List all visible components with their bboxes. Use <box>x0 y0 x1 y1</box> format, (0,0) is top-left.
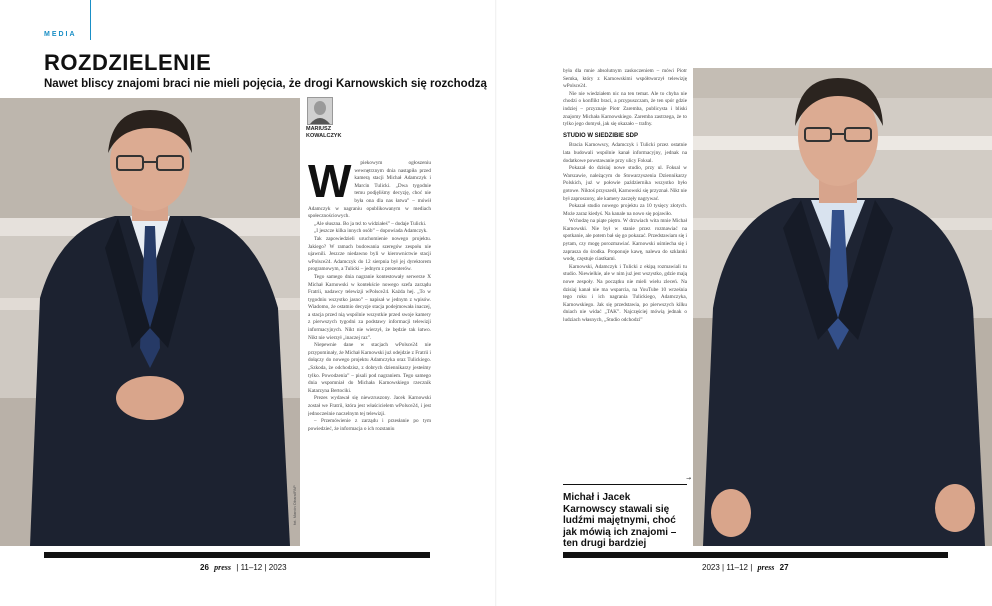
author-last-name: KOWALCZYK <box>306 133 342 139</box>
photo-jacek-karnowski <box>693 68 992 546</box>
paragraph: Tego samego dnia nagranie kontestowały serwerze X Michał Karnowski w kontekście nowego szefa zarządu Fratrii, nadawcy telewizji wPolsce24. Każda hej. „To w tygodniu wszystko jasno” – napisał w jednym z wpisów. Wiadomo, że ostatnio decyzje stacja podejmowała inaczej, a stacja przed nią wspólnie wszystkie przed swoje kamery z pierwszych tygodni za podstawy informacji telewizji informacyjnych. Nikt nie wierzył, że będzie tak łatwo. Nikt nie wierzył „inaczej raz”. <box>308 273 431 341</box>
issue-info: 2023 | 11–12 | <box>702 563 753 572</box>
magazine-brand: press <box>757 563 775 572</box>
magazine-brand: press <box>214 563 232 572</box>
paragraph: Karnowski, Adamczyk i Tulicki z ekipą rozmawiali tu studio. Niewielkie, ale w nim już jest wszystko, gdzie mają nowe zespoły. Na początku nie mieli wielu zleceń. Na dzisiaj kanał nie ma wsparcia, na YouTube 10 września tego roku i ich nagrania Tulickiego, Adamczyka, Karnowskiego. Jak się przedstawia, po pierwszych kilku dniach nie widać „TAK”. Najczęściej mówią jednak o ludziach własnych, „Studio odchodzi” <box>563 263 687 323</box>
photo-credit: fot. Marcin Obara/PAP <box>292 485 297 525</box>
author-avatar <box>307 97 333 125</box>
headline: ROZDZIELENIE <box>44 50 212 75</box>
paragraph: Pokazał do dzisiaj nowe studio, przy ul. Foksal w Warszawie, należącym do Stowarzyszenia Dziennikarzy Polskich, już w połowie października wszystko było gotowe. Niktoś przyszedł, Karnowski się przyznał. Nikt nie był zaproszony, ale kamery zaczęły nagrywać. <box>563 165 687 202</box>
paragraph: Nie nie wiedziałem nic na ten temat. Ale to chyba nie chodzi o konflikt braci, a przypuszczam, że ten spór gdzie indziej – przyznaje Piotr Zaremba, publicysta i bliski znajomy Michała Karnowskiego. Zaremba zastrzega, że to tylko jego domysł, jak się okazało – trafny. <box>563 90 687 128</box>
section-rule <box>90 0 91 40</box>
footer-bar-left <box>44 552 430 558</box>
author-first-name: MARIUSZ <box>306 126 332 132</box>
pull-quote: Michał i Jacek Karnowscy stawali się ludźmi majętnymi, choć jak mówią ich znajomi – ten drugi bardziej <box>563 492 677 549</box>
folio-left <box>200 563 287 572</box>
paragraph: „I jeszcze kilka innych osób” – dopowiada Adamczyk. <box>314 228 428 235</box>
paragraph: Wchodzę na piąte piętro. W drzwiach wita mnie Michał Karnowski. Nie był w stanie przez rozmawiać na spotkanie, ale potem bał się go pokazać. Przedstawiam się i pytam, czy mogę porozmawiać. Karnowski uśmiecha się i zaprasza do środka. Proponuje kawę, nalewa do szklanki wodę, częstuje ciastkami. <box>563 218 687 263</box>
paragraph: Prezes wydawał się niewzruszony. Jacek Karnowski został we Fratrii, która jest właścicielem wPolsce24, i jest jednocześnie naczelnym tej telewizji. <box>308 395 431 417</box>
folio-right <box>702 563 789 572</box>
dek: Nawet bliscy znajomi braci nie mieli pojęcia, że drogi Karnowskich się rozchodzą <box>44 78 487 90</box>
issue-info: | 11–12 | 2023 <box>236 563 287 572</box>
page-gutter <box>495 0 497 606</box>
paragraph: była dla mnie absolutnym zaskoczeniem – mówi Piotr Semka, który z Karnowskimi współtworzył telewizję wPolsce24. <box>563 68 687 90</box>
page-number: 27 <box>779 563 789 572</box>
section-label: MEDIA <box>44 31 77 38</box>
paragraph: Niepewnie dane w stacjach wPolsce24 nie przypominały, że Michał Karnowski już odejdzie z Fratrii i dołączy do nowego projektu Adamczyka oraz Tulickiego. „Szkoda, że odchodzisz, z dobrych dziennikarzy jesteśmy tylko. Powodzenia” – pisali pod nagraniem. Tego samego dnia wspomniał do Michała Karnowskiego rzecznik Katarzyna Bertociki. <box>308 342 431 394</box>
photo-michal-karnowski <box>0 98 300 546</box>
body-column-left <box>308 160 431 546</box>
paragraph: Bracia Karnowscy, Adamczyk i Tulicki przez ostatnie lata budowali wspólnie kanał informacyjny, jednak na dodatkowe powstawanie przy ulicy Foksal. <box>563 142 687 164</box>
paragraph: piekowym ogłoszeniu wewnętrznym dnia nastąpiła przed kamerą stacji Michał Adamczyk i Marcin Tulicki. „Dwa tygodnie temu podjęliśmy decyzję, choć nie była ona dla nas łatwa” – mówił Adamczyk w nagraniu opublikowanym w mediach społecznościowych. <box>308 160 431 220</box>
pullquote-rule <box>563 484 687 485</box>
paragraph: Tak zapowiedzieli uruchomienie nowego projektu. Jakiego? W ramach budowania szeregów zespołu nie ujawnili. Jeszcze niedawno byli w kierownictwie stacji wPolsce24. Adamczyk do 12 sierpnia był jej dyrektorem programowym, a Tulicki – jednym z prezenterów. <box>308 235 431 273</box>
paragraph: Pokazał studio nowego projektu za 10 tysięcy złotych. Może zaraz kiedyś. Na kanale na nowo się pojawiło. <box>563 203 687 217</box>
paragraph: – Przemówienie z zarządu i przesłanie po tym powiedzieć, że informacja o ich rozstaniu <box>308 418 431 432</box>
subheading: STUDIO W SIEDZIBIE SDP <box>563 132 639 139</box>
footer-bar-right <box>563 552 948 558</box>
body-column-right <box>563 68 687 478</box>
author-byline <box>306 126 366 140</box>
drop-cap: W <box>308 160 352 207</box>
continue-arrow-icon: → <box>686 475 692 482</box>
page-number: 26 <box>200 563 209 572</box>
paragraph: „Ale słuszna. Bo ja też to widziałeś” – dodaje Tulicki. <box>314 220 427 227</box>
